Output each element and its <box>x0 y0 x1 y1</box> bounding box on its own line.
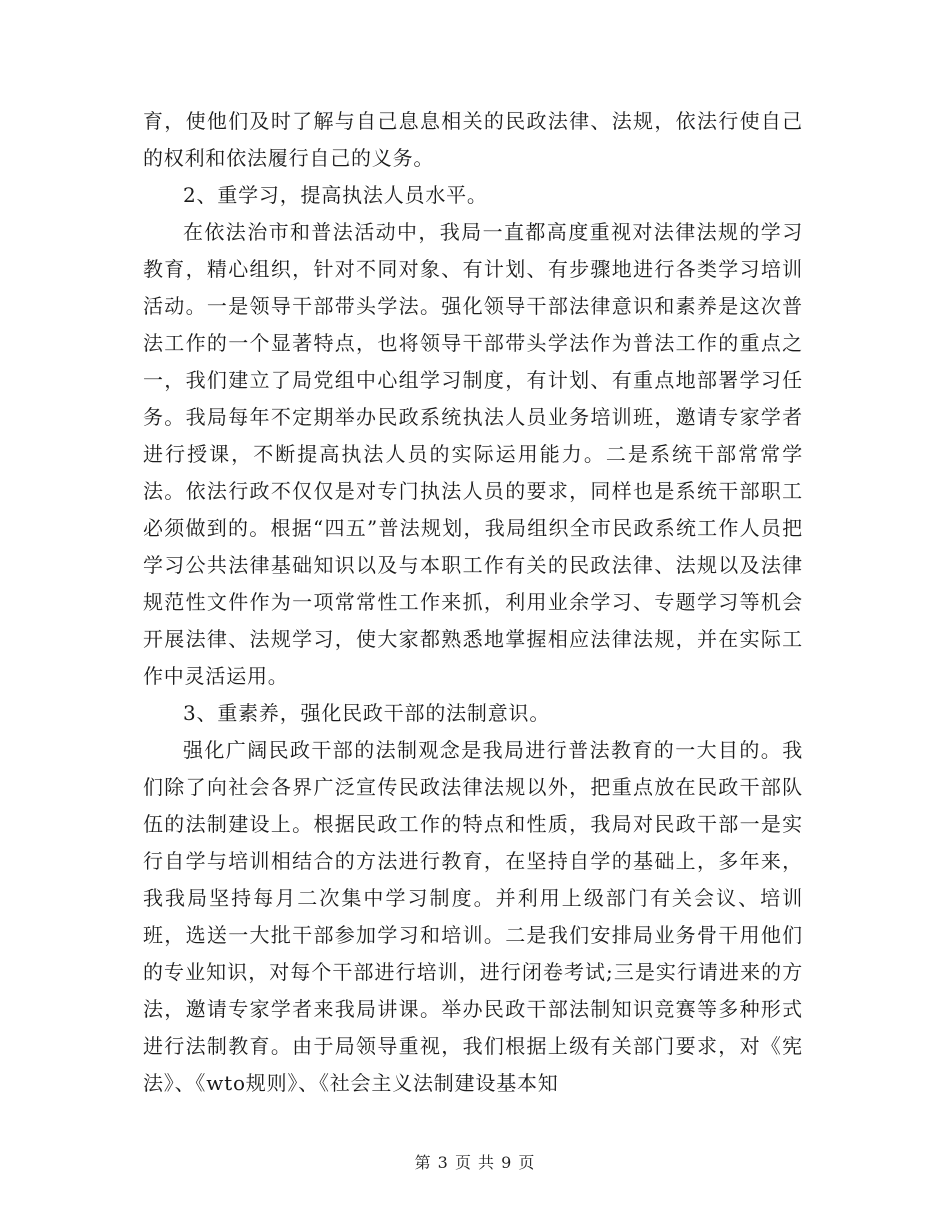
paragraph-study: 在依法治市和普法活动中，我局一直都高度重视对法律法规的学习教育，精心组织，针对不同对象、有计划、有步骤地进行各类学习培训活动。一是领导干部带头学法。强化领导干部法律意识和素养是这次普法工作的一个显著特点，也将领导干部带头学法作为普法工作的重点之一，我们建立了局党组中心组学习制度，有计划、有重点地部署学习任务。我局每年不定期举办民政系统执法人员业务培训班，邀请专家学者进行授课，不断提高执法人员的实际运用能力。二是系统干部常常学法。依法行政不仅仅是对专门执法人员的要求，同样也是系统干部职工必须做到的。根据“四五”普法规划，我局组织全市民政系统工作人员把学习公共法律基础知识以及与本职工作有关的民政法律、法规以及法律规范性文件作为一项常常性工作来抓，利用业余学习、专题学习等机会开展法律、法规学习，使大家都熟悉地掌握相应法律法规，并在实际工作中灵活运用。 <box>143 220 803 688</box>
body-text <box>143 103 803 1102</box>
section-heading-3: 3、重素养，强化民政干部的法制意识。 <box>183 701 551 725</box>
section-heading-2: 2、重学习，提高执法人员水平。 <box>183 183 488 207</box>
paragraph-continuation: 育，使他们及时了解与自己息息相关的民政法律、法规，依法行使自己的权利和依法履行自己的义务。 <box>143 109 803 170</box>
page-number-footer: 第 3 页 共 9 页 <box>414 1153 536 1172</box>
paragraph-quality: 强化广阔民政干部的法制观念是我局进行普法教育的一大目的。我们除了向社会各界广泛宣传民政法律法规以外，把重点放在民政干部队伍的法制建设上。根据民政工作的特点和性质，我局对民政干部一是实行自学与培训相结合的方法进行教育，在坚持自学的基础上，多年来，我我局坚持每月二次集中学习制度。并利用上级部门有关会议、培训班，选送一大批干部参加学习和培训。二是我们安排局业务骨干用他们的专业知识，对每个干部进行培训，进行闭卷考试;三是实行请进来的方法，邀请专家学者来我局讲课。举办民政干部法制知识竞赛等多种形式进行法制教育。由于局领导重视，我们根据上级有关部门要求，对《宪法》、《wto规则》、《社会主义法制建设基本知 <box>143 738 803 1095</box>
